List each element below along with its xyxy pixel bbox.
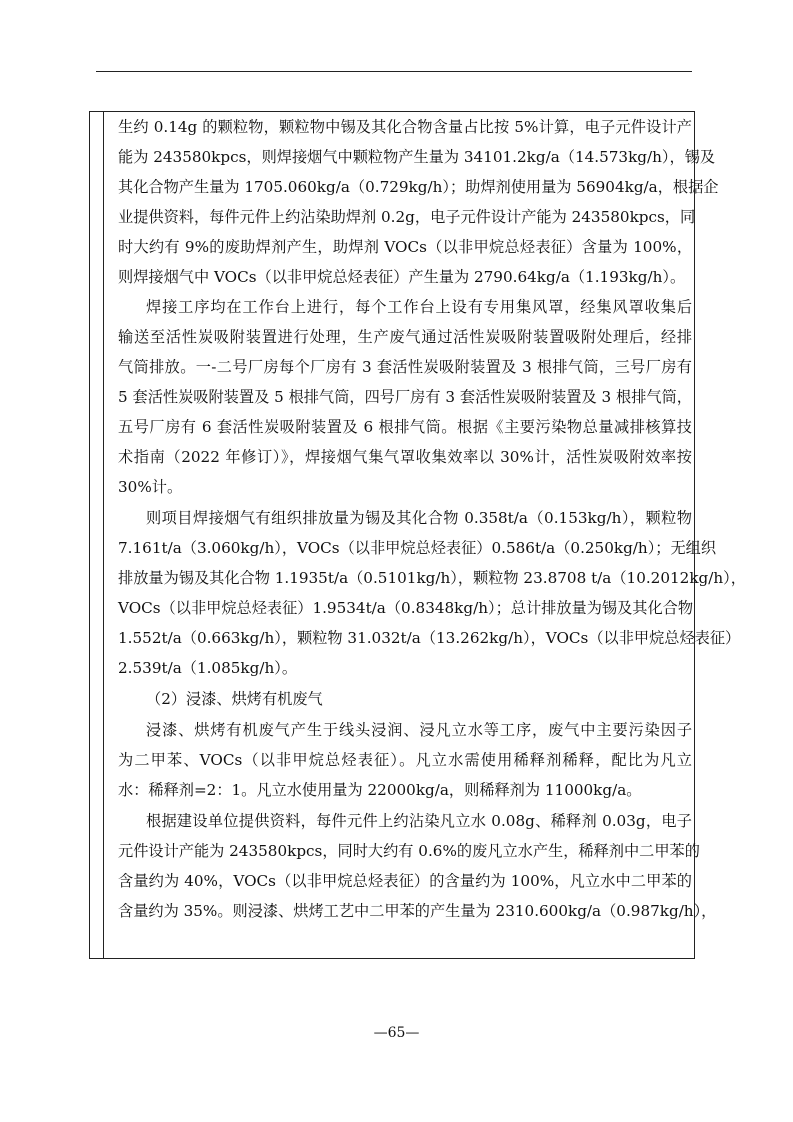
text-line: 5 套活性炭吸附装置及 5 根排气筒，四号厂房有 3 套活性炭吸附装置及 3 根排气筒，	[118, 388, 692, 406]
text-line: 为二甲苯、VOCs（以非甲烷总烃表征）。凡立水需使用稀释剂稀释，配比为凡立	[118, 751, 692, 769]
text-line: 浸漆、烘烤有机废气产生于线头浸润、浸凡立水等工序，废气中主要污染因子	[146, 721, 692, 739]
text-line: 根据建设单位提供资料，每件元件上约沾染凡立水 0.08g、稀释剂 0.03g，电子	[146, 812, 692, 830]
text-line: 则焊接烟气中 VOCs（以非甲烷总烃表征）产生量为 2790.64kg/a（1.193kg/h）。	[118, 268, 686, 286]
text-line: 生约 0.14g 的颗粒物，颗粒物中锡及其化合物含量占比按 5%计算，电子元件设计产	[118, 118, 692, 136]
text-line: 业提供资料，每件元件上约沾染助焊剂 0.2g，电子元件设计产能为 243580kpcs，同	[118, 208, 696, 226]
page-number: —65—	[373, 1025, 420, 1041]
text-line: 元件设计产能为 243580kpcs，同时大约有 0.6%的废凡立水产生，稀释剂中二甲苯的	[118, 842, 700, 860]
text-line: 30%计。	[118, 478, 183, 496]
text-line: 焊接工序均在工作台上进行，每个工作台上设有专用集风罩，经集风罩收集后	[146, 298, 692, 316]
text-line: 含量约为 35%。则浸漆、烘烤工艺中二甲苯的产生量为 2310.600kg/a（0.987kg/h），	[118, 902, 717, 920]
text-line: VOCs（以非甲烷总烃表征）1.9534t/a（0.8348kg/h）；总计排放量为锡及其化合物	[118, 599, 694, 617]
section-heading: （2）浸漆、烘烤有机废气	[146, 690, 323, 708]
text-line: 则项目焊接烟气有组织排放量为锡及其化合物 0.358t/a（0.153kg/h），颗粒物	[146, 509, 692, 527]
frame-gutter-line	[103, 112, 104, 958]
text-line: 术指南（2022 年修订）》，焊接烟气集气罩收集效率以 30%计，活性炭吸附效率按	[118, 448, 692, 466]
text-line: 五号厂房有 6 套活性炭吸附装置及 6 根排气筒。根据《主要污染物总量减排核算技	[118, 418, 692, 436]
text-line: 气筒排放。一-二号厂房每个厂房有 3 套活性炭吸附装置及 3 根排气筒，三号厂房有	[118, 358, 692, 376]
text-line: 含量约为 40%，VOCs（以非甲烷总烃表征）的含量约为 100%，凡立水中二甲苯的	[118, 872, 692, 890]
text-line: 其化合物产生量为 1705.060kg/a（0.729kg/h）；助焊剂使用量为 56904kg/a，根据企	[118, 178, 719, 196]
text-line: 排放量为锡及其化合物 1.1935t/a（0.5101kg/h），颗粒物 23.8708 t/a（10.2012kg/h），	[118, 569, 746, 587]
header-rule	[96, 71, 692, 72]
text-line: 2.539t/a（1.085kg/h）。	[118, 659, 298, 677]
text-line: 7.161t/a（3.060kg/h），VOCs（以非甲烷总烃表征）0.586t/a（0.250kg/h）；无组织	[118, 539, 717, 557]
text-line: 输送至活性炭吸附装置进行处理，生产废气通过活性炭吸附装置吸附处理后，经排	[118, 328, 692, 346]
text-line: 1.552t/a（0.663kg/h），颗粒物 31.032t/a（13.262kg/h），VOCs（以非甲烷总烃表征）	[118, 629, 741, 647]
text-line: 时大约有 9%的废助焊剂产生，助焊剂 VOCs（以非甲烷总烃表征）含量为 100%，	[118, 238, 692, 256]
text-line: 水：稀释剂=2：1。凡立水使用量为 22000kg/a，则稀释剂为 11000kg/a。	[118, 781, 642, 799]
text-line: 能为 243580kpcs，则焊接烟气中颗粒物产生量为 34101.2kg/a（14.573kg/h），锡及	[118, 148, 716, 166]
